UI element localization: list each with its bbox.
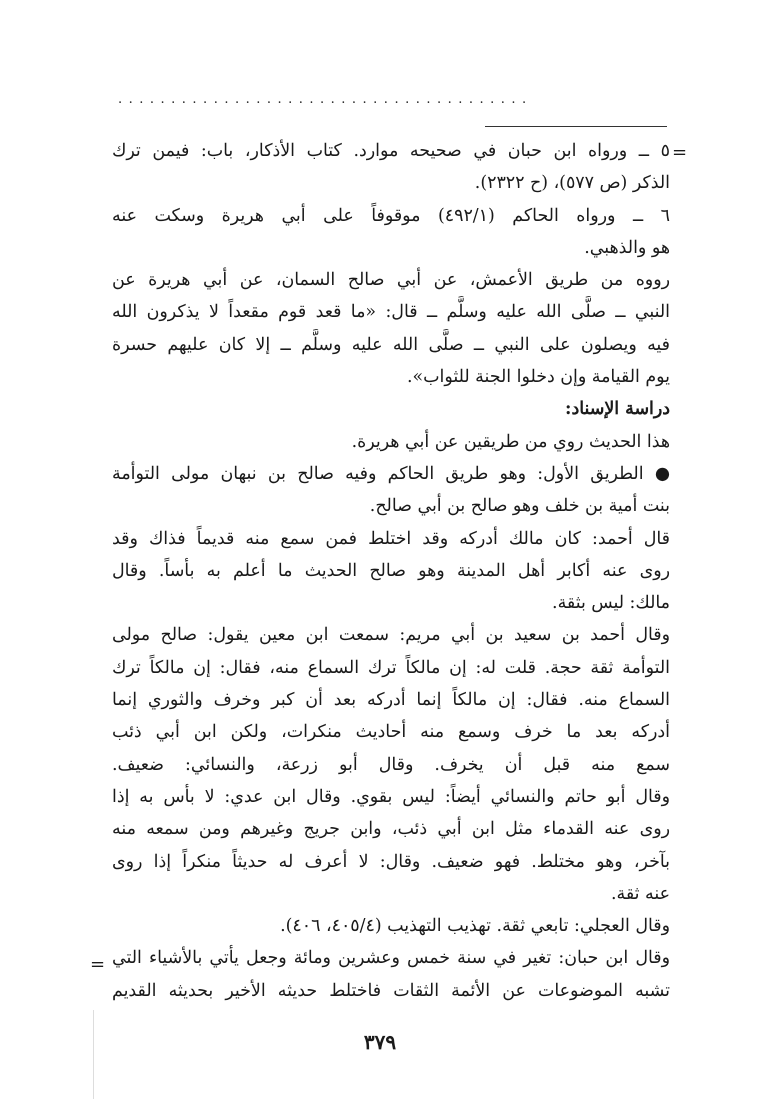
footnote-line: التوأمة ثقة حجة. قلت له: إن مالكاً ترك السماع منه، فقال: إن مالكاً ترك <box>112 657 670 678</box>
continuation-mark-top: = <box>672 142 688 163</box>
section-heading: دراسة الإسناد: <box>565 399 670 420</box>
footnote-line: روى عنه أكابر أهل المدينة وهو صالح الحديث ما أعلم به بأساً. وقال <box>112 560 670 581</box>
footnote-line: هو والذهبي. <box>584 237 670 258</box>
page-number: ٣٧٩ <box>363 1030 397 1054</box>
footnote-line: ٥ ــ ورواه ابن حبان في صحيحه موارد. كتاب الأذكار، باب: فيمن ترك <box>112 141 670 161</box>
page-edge-line <box>93 1010 94 1099</box>
footnote-line: سمع منه قبل أن يخرف. وقال أبو زرعة، والنسائي: ضعيف. <box>112 754 670 775</box>
footnote-line: وقال أبو حاتم والنسائي أيضاً: ليس بقوي. وقال ابن عدي: لا بأس به إذا <box>112 786 670 807</box>
footnote-line: تشبه الموضوعات عن الأئمة الثقات فاختلط حديثه الأخير بحديثه القديم <box>112 980 670 1001</box>
footnote-line: مالك: ليس بثقة. <box>552 593 670 614</box>
footnote-line: أدركه بعد ما خرف وسمع منه أحاديث منكرات، ولكن ابن أبي ذئب <box>112 722 670 743</box>
footnote-line: يوم القيامة وإن دخلوا الجنة للثواب». <box>407 367 670 388</box>
footnotes-block <box>112 135 670 1007</box>
footnote-line: الذكر (ص ٥٧٧)، (ح ٢٣٢٢). <box>474 173 670 194</box>
continuation-mark-bottom: = <box>90 954 106 975</box>
footnote-line: بآخر، وهو مختلط. فهو ضعيف. وقال: لا أعرف له حديثاً منكراً إذا روى <box>112 851 670 872</box>
footnote-line: بنت أمية بن خلف وهو صالح بن أبي صالح. <box>369 496 670 517</box>
footnote-line: النبي ــ صلَّى الله عليه وسلَّم ــ قال: «ما قعد قوم مقعداً لا يذكرون الله <box>112 302 670 323</box>
footnote-line: فيه ويصلون على النبي ــ صلَّى الله عليه وسلَّم ــ إلا كان عليهم حسرة <box>112 334 670 355</box>
footnote-line: قال أحمد: كان مالك أدركه وقد اختلط فمن سمع منه قديماً فذاك وقد <box>112 528 670 549</box>
footnote-separator <box>485 126 667 127</box>
footnote-line: ٦ ــ ورواه الحاكم (٤٩٢/١) موقوفاً على أبي هريرة وسكت عنه <box>112 205 670 226</box>
footnote-line: عنه ثقة. <box>611 883 670 904</box>
footnote-line: هذا الحديث روي من طريقين عن أبي هريرة. <box>351 431 670 452</box>
footnote-line: السماع منه. فقال: إن مالكاً إنما أدركه بعد أن كبر وخرف والثوري إنما <box>112 690 670 711</box>
header-dotted-rule: ....................................... <box>118 92 533 107</box>
footnote-line: وقال أحمد بن سعيد بن أبي مريم: سمعت ابن معين يقول: صالح مولى <box>112 625 670 646</box>
footnote-line: روى عنه القدماء مثل ابن أبي ذئب، وابن جريج وغيرهم ومن سمعه منه <box>112 819 670 840</box>
footnote-line: وقال العجلي: تابعي ثقة. تهذيب التهذيب (٤٠٥/٤، ٤٠٦). <box>280 916 670 937</box>
footnote-line: رووه من طريق الأعمش، عن أبي صالح السمان، عن أبي هريرة عن <box>112 270 670 291</box>
footnote-line: وقال ابن حبان: تغير في سنة خمس وعشرين ومائة وجعل يأتي بالأشياء التي <box>112 948 670 969</box>
footnote-line: ● الطريق الأول: وهو طريق الحاكم وفيه صالح بن نبهان مولى التوأمة <box>112 463 670 484</box>
